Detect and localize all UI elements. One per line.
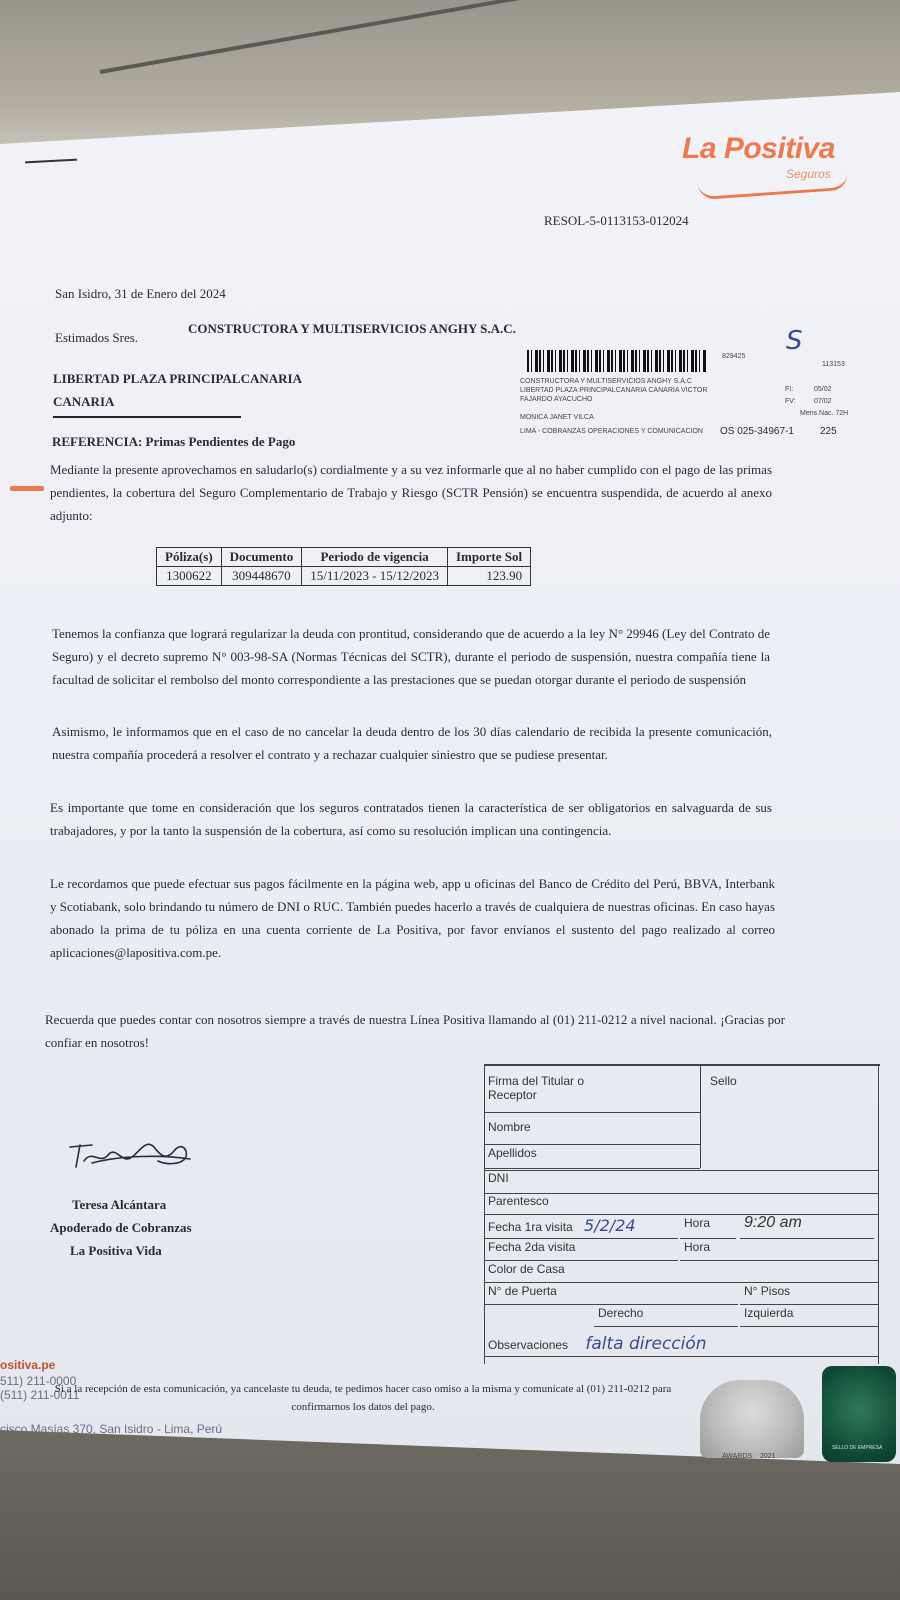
award-label: AWARDS [722,1453,753,1460]
address-line-1: LIBERTAD PLAZA PRINCIPALCANARIA [53,371,302,386]
paragraph-2: Tenemos la confianza que logrará regularizar la deuda con prontitud, considerando que de acuerdo a la ley N° 29946 (Ley del Contrato de Seguro) y el decreto supremo N° 003-98-SA (Normas Técnicas del SCTR), durante el periodo de suspensión, nuestra compañía tiene la facultad de solicitar el rembolso del monto correspondiente a las prestaciones que se puedan otorgar durante el periodo de suspensión [52,626,770,687]
form-fecha-visita-label: Fecha 1ra visita [488,1220,573,1234]
th-importe: Importe Sol [448,548,531,567]
company-name: CONSTRUCTORA Y MULTISERVICIOS ANGHY S.A.C. [188,321,516,336]
place-date: San Isidro, 31 de Enero del 2024 [55,286,226,301]
label-fv: FV: [785,398,796,405]
form-hora-value: 9:20 am [740,1214,874,1239]
cell-poliza: 1300622 [157,567,222,586]
footer-phone-2: (511) 211-0011 [0,1388,80,1402]
award-seal-icon [700,1380,804,1458]
paragraph-1: Mediante la presente aprovechamos en saludarlo(s) cordialmente y a su vez informarle que al no haber cumplido con el pago de las primas pendientes, la cobertura del Seguro Complementario de Trabajo y Riesgo (SCTR Pensión) se encuentra suspendida, de acuerdo al anexo adjunto: [50,462,772,523]
label-number: 113153 [822,361,845,368]
cell-importe: 123.90 [448,567,531,586]
form-derecho: Derecho [594,1306,738,1327]
th-poliza: Póliza(s) [157,548,222,567]
form-fecha-visita-value: 5/2/24 [584,1216,636,1235]
form-apellidos: Apellidos [484,1146,700,1169]
signer-company: La Positiva Vida [70,1243,162,1258]
th-documento: Documento [221,548,302,567]
green-badge-text: SELLO DE EMPRESA [832,1445,883,1451]
table-header-row [157,548,531,567]
form-sello: Sello [710,1074,737,1088]
form-observaciones [484,1334,878,1357]
label-os: OS 025-34967-1 [720,426,794,437]
address-line-2: CANARIA [53,394,115,409]
form-line [484,1112,700,1113]
signer-role: Apoderado de Cobranzas [50,1220,192,1235]
th-periodo: Periodo de vigencia [302,548,448,567]
receipt-form [484,1064,880,1374]
label-fi-value: 05/02 [814,386,832,393]
brand-logo-sub: Seguros [786,167,831,181]
form-izquierda: Izquierda [740,1306,878,1327]
label-handwritten-mark: S [786,326,803,356]
policy-table [156,547,531,586]
footer-address: cisco Masías 370, San Isidro - Lima, Perú [0,1422,223,1436]
form-parentesco: Parentesco [484,1194,878,1215]
form-observaciones-value: falta dirección [585,1334,707,1354]
handwritten-signature [62,1125,212,1175]
address-underline [53,416,241,418]
paragraph-5: Le recordamos que puede efectuar sus pagos fácilmente en la página web, app u oficinas del Banco de Crédito del Perú, BBVA, Interbank y Scotiabank, solo brindando tu número de DNI o RUC. También puedes hacerlo a través de cualquiera de nuestras oficinas. En caso hayas abonado la prima de tu póliza en una cuenta corriente de La Positiva, por favor envíanos el sustento del pago realizado al correo aplicaciones@lapositiva.com.pe. [50,876,775,960]
label-line-4: MONICA JANET VILCA [520,414,594,421]
label-line-3: FAJARDO AYACUCHO [520,396,593,403]
form-fecha-2da: Fecha 2da visita [484,1240,678,1261]
form-dni: DNI [484,1170,878,1194]
footer-site: ositiva.pe [0,1358,56,1372]
label-fv-value: 07/02 [814,398,832,405]
cell-periodo: 15/11/2023 - 15/12/2023 [302,567,448,586]
form-nombre: Nombre [484,1120,700,1145]
form-divider [700,1064,701,1168]
reference: REFERENCIA: Primas Pendientes de Pago [52,434,296,449]
paragraph-4: Es importante que tome en consideración que los seguros contratados tienen la característica de ser obligatorios en salvaguarda de sus trabajadores, y por la tanto la suspensión de la cobertura, así como su resolución implican una contingencia. [50,800,772,838]
award-year: 2021 [760,1453,776,1460]
label-meta: Mens.Nac. 72H [800,410,849,417]
cell-documento: 309448670 [221,567,302,586]
form-pisos: N° Pisos [740,1284,878,1305]
form-fecha-visita [484,1216,678,1239]
footer-note: Si a la recepción de esta comunicación, ya cancelaste tu deuda, te pedimos hacer caso omiso a la misma y comunícate al (01) 211-0212 para confirmarnos los datos del pago. [54,1383,672,1413]
brand-logo: La Positiva [682,132,835,165]
form-right-border [878,1064,879,1364]
paragraph-3: Asimismo, le informamos que en el caso de no cancelar la deuda dentro de los 30 días calendario de recibida la presente comunicación, nuestra compañía procederá a resolver el contrato y a rechazar cualquier siniestro que se pudiese presentar. [52,724,772,762]
footer-phone-1: 511) 211-0000 [0,1374,77,1388]
form-observaciones-label: Observaciones [488,1338,569,1352]
form-hora-label: Hora [680,1216,736,1239]
label-fi: FI: [785,386,794,393]
form-hora2: Hora [680,1240,878,1261]
resolution-number: RESOL-5-0113153-012024 [544,213,689,228]
label-code: 829425 [722,353,746,360]
form-color-casa: Color de Casa [484,1262,878,1283]
label-line-1: CONSTRUCTORA Y MULTISERVICIOS ANGHY S.A.C [520,378,692,385]
label-line-2: LIBERTAD PLAZA PRINCIPALCANARIA CANARIA VICTOR [520,387,708,394]
form-puerta: N° de Puerta [484,1284,738,1305]
salutation: Estimados Sres. [55,330,139,345]
signer-name: Teresa Alcántara [72,1197,167,1212]
barcode-icon [527,350,707,372]
form-top-border [484,1064,880,1066]
paragraph-6: Recuerda que puedes contar con nosotros siempre a través de nuestra Línea Positiva llamando al (01) 211-0212 a nivel nacional. ¡Gracias por confiar en nosotros! [45,1012,785,1050]
label-line-5: LIMA - COBRANZAS OPERACIONES Y COMUNICACION [520,428,703,435]
table-row [157,567,531,586]
label-os-num: 225 [820,426,837,437]
form-firma: Firma del Titular o Receptor [488,1074,585,1102]
fold-mark [10,486,44,491]
